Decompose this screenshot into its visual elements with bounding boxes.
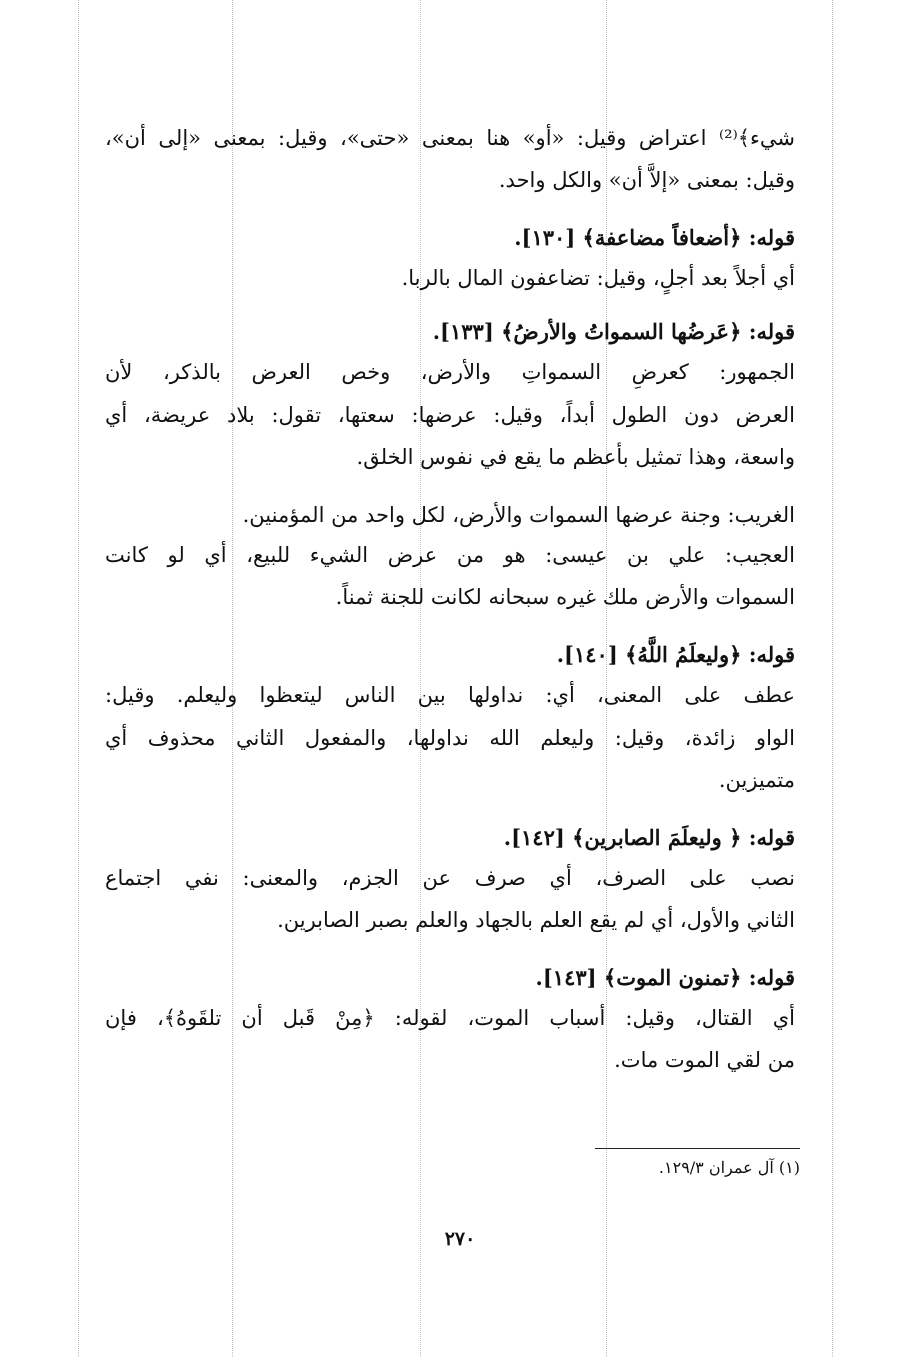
text-line: شيء﴾⁽²⁾ اعتراض وقيل: «أو» هنا بمعنى «حتى»، وقيل: بمعنى «إلى أن»، xyxy=(105,126,795,150)
scan-dotted-line xyxy=(832,0,833,1357)
footnote: (١) آل عمران ١٢٩/٣. xyxy=(658,1158,800,1177)
text-line: وقيل: بمعنى «إلاَّ أن» والكل واحد. xyxy=(498,168,795,192)
text-line: أي القتال، وقيل: أسباب الموت، لقوله: ﴿مِنْ قَبل أن تلقَوهُ﴾، فإن xyxy=(105,1006,795,1030)
footnote-divider xyxy=(595,1148,800,1149)
text-line: السموات والأرض ملك غيره سبحانه لكانت للجنة ثمناً. xyxy=(335,585,795,609)
text-line: الجمهور: كعرضِ السمواتِ والأرض، وخص العرض بالذكر، لأن xyxy=(105,360,795,384)
section-heading: قوله: ﴿ وليعلَمَ الصابرين﴾ [١٤٢]. xyxy=(503,825,795,850)
text-line: نصب على الصرف، أي صرف عن الجزم، والمعنى: نفي اجتماع xyxy=(105,866,795,890)
text-line: عطف على المعنى، أي: نداولها بين الناس ليتعظوا وليعلم. وقيل: xyxy=(105,683,795,707)
scan-dotted-line xyxy=(78,0,79,1357)
section-heading: قوله: ﴿أضعافاً مضاعفة﴾ [١٣٠]. xyxy=(514,225,795,250)
text-line: الثاني والأول، أي لم يقع العلم بالجهاد والعلم بصبر الصابرين. xyxy=(277,908,795,932)
text-line: الواو زائدة، وقيل: وليعلم الله نداولها، والمفعول الثاني محذوف أي xyxy=(105,726,795,750)
page-number: ٢٧٠ xyxy=(444,1228,476,1250)
text-line: الغريب: وجنة عرضها السموات والأرض، لكل واحد من المؤمنين. xyxy=(242,503,795,527)
text-line: واسعة، وهذا تمثيل بأعظم ما يقع في نفوس الخلق. xyxy=(356,445,795,469)
section-heading: قوله: ﴿وليعلَمُ اللَّهُ﴾ [١٤٠]. xyxy=(556,642,795,667)
text-line: من لقي الموت مات. xyxy=(614,1048,795,1072)
section-heading: قوله: ﴿تمنون الموت﴾ [١٤٣]. xyxy=(535,965,795,990)
text-line: أي أجلاً بعد أجلٍ، وقيل: تضاعفون المال بالربا. xyxy=(401,266,795,290)
section-heading: قوله: ﴿عَرضُها السمواتُ والأرضُ﴾ [١٣٣]. xyxy=(432,319,795,344)
text-line: العرض دون الطول أبداً، وقيل: عرضها: سعتها، تقول: بلاد عريضة، أي xyxy=(105,403,795,427)
text-line: متميزين. xyxy=(718,768,795,792)
text-line: العجيب: علي بن عيسى: هو من عرض الشيء للبيع، أي لو كانت xyxy=(105,543,795,567)
